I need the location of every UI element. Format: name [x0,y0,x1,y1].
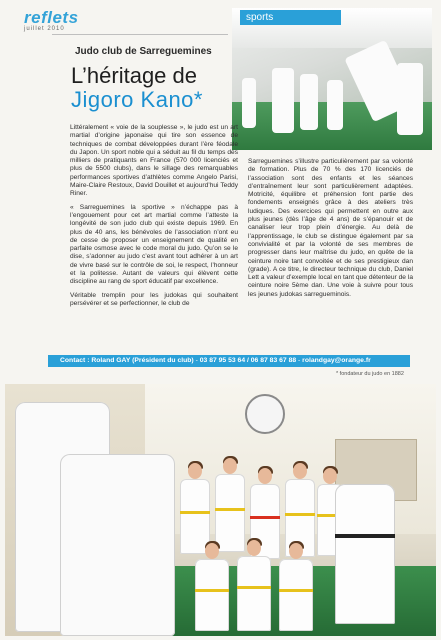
headline-line-1: L’héritage de [71,63,197,88]
child-judoka-seated [195,559,229,631]
paragraph: Littéralement « voie de la souplesse », le judo est un art martial d’origine japonaise qui tire son essence de techniques de combat développées durant l’ère féodale du Japon. Un sport noble qui a séduit au fil du temps des milliers de pratiquants en France (570 000 licenciés et plus de 5500 clubs), dans le sillage des remarquables performances sportives d’athlètes comme Angelo Parisi, Maire-Claire Restoux, David Douillet et aujourd’hui Teddy Riner. [70,124,238,198]
belt [195,589,229,592]
head [258,468,272,484]
contact-phones: 03 87 95 53 64 / 06 87 83 67 88 [199,357,297,364]
article-column-left [70,124,238,313]
head [289,543,303,559]
belt [215,508,245,511]
issue-date: juillet 2010 [24,26,65,32]
judoka-figure [272,68,294,133]
top-photo-judo-practice [232,8,432,150]
head [247,540,261,556]
contact-label: Contact : [60,357,90,364]
child-judoka [215,474,245,552]
paragraph: Véritable tremplin pour les judokas qui souhaitent persévérer et se perfectionner, le club de [70,291,238,307]
club-emblem [245,394,285,434]
head [223,458,237,474]
separator: - [195,357,200,364]
head [205,543,219,559]
section-tab-sports: sports [240,10,341,25]
belt [237,586,271,589]
judoka-figure [397,63,423,135]
head [293,463,307,479]
contact-person: Roland GAY (Président du club) [91,357,194,364]
foreground-child-judoka [60,454,175,636]
header-divider [52,34,228,35]
article-kicker: Judo club de Sarreguemines [75,46,212,57]
head [323,468,337,484]
coach-black-belt [335,484,395,624]
article-headline [71,64,251,112]
separator: - [298,357,303,364]
paragraph: Sarreguemines s’illustre particulièrement par sa volonté de formation. Plus de 70 % des 170 licenciés de l’association sont des enfants et les séances d’entraînement leur sont particulièrement adaptées. Motricité, équilibre et préhension font partie des fondements enseignés grâce à des ateliers très ludiques. Des exercices qui permettent en outre aux plus jeunes (dès l’âge de 4 ans) de s’épanouir et de canaliser leur trop plein d’énergie. Au delà de l’apprentissage, le club se distingue également par sa convivialité et par la volonté de ses membres de progresser dans leur maîtrise du judo, en quête de la ceinture noire tant convoitée et de ses prestigieux dan (grade). A ce titre, le directeur technique du club, Daniel Lett a valeur d’exemple local en tant que détenteur de la ceinture noire 5ème dan. Une voie à suivre pour tous les jeunes judokas sarregueminois. [248,158,413,298]
judoka-figure [300,74,318,130]
black-belt [335,534,395,538]
article-column-right [248,158,413,304]
child-judoka-seated [237,556,271,631]
head [188,463,202,479]
paragraph: « Sarreguemines la sportive » n’échappe pas à l’engouement pour cet art martial comme l’atteste la longévité de son judo club qui existe depuis 1969. En plus de 40 ans, les bénévoles de l’association n’ont eu de cesse de proposer un enseignement de qualité en parfaite osmose avec le code moral du judo. Qu’on se le dise, s’adonner au judo c’est avant tout adhérer à un art de vivre basé sur le contrôle de soi, le respect, l’honneur et la politesse. Autant de valeurs qui élèvent cette discipline au rang de sport éducatif par excellence. [70,203,238,286]
belt [279,589,313,592]
judoka-figure [327,80,343,130]
magazine-brand: reflets [24,8,79,27]
belt [180,511,210,514]
belt [285,513,315,516]
headline-line-2: Jigoro Kano* [71,87,203,112]
belt [250,516,280,519]
footnote: * fondateur du judo en 1882 [336,371,404,377]
contact-bar [48,355,410,367]
child-judoka-seated [279,559,313,631]
bottom-photo-club-group [5,384,436,636]
contact-email[interactable]: rolandgay@orange.fr [302,357,371,364]
